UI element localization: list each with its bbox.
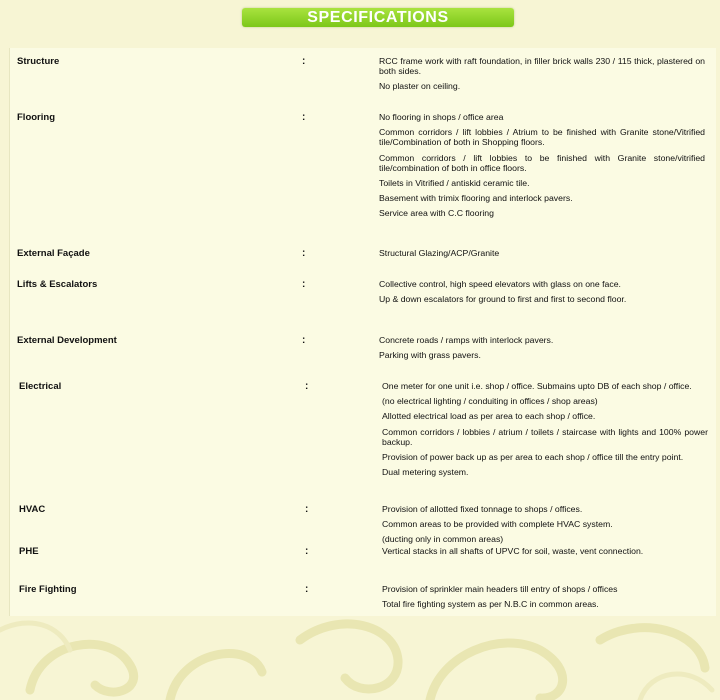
specifications-panel [9,48,716,616]
spec-line: Provision of sprinkler main headers till entry of shops / offices [382,584,618,594]
spec-label: Fire Fighting [19,584,77,595]
spec-separator: : [302,335,306,346]
spec-line: One meter for one unit i.e. shop / office. Submains upto DB of each shop / office. [382,381,692,391]
spec-separator: : [305,381,309,392]
spec-line: Total fire fighting system as per N.B.C in common areas. [382,599,599,610]
spec-line: Collective control, high speed elevators with glass on one face. [379,279,621,289]
spec-line: (ducting only in common areas) [382,534,504,545]
spec-separator: : [302,56,306,67]
spec-line: Parking with grass pavers. [379,350,481,361]
spec-details [379,279,705,309]
spec-label: Structure [17,56,60,67]
spec-separator: : [305,504,309,515]
spec-line: Concrete roads / ramps with interlock pavers. [379,335,554,345]
spec-line: Common areas to be provided with complete HVAC system. [382,519,613,530]
spec-details [379,112,705,224]
page-title: SPECIFICATIONS [242,8,514,27]
spec-details [382,381,708,482]
spec-label: HVAC [19,504,46,515]
spec-separator: : [305,546,309,557]
spec-details [379,335,705,365]
spec-line: Vertical stacks in all shafts of UPVC for soil, waste, vent connection. [382,546,644,556]
spec-line: (no electrical lighting / conduiting in offices / shop areas) [382,396,598,407]
spec-line: Allotted electrical load as per area to each shop / office. [382,411,596,422]
spec-separator: : [302,248,306,259]
spec-separator: : [305,584,309,595]
spec-separator: : [302,112,306,123]
spec-details [382,546,708,561]
spec-details [379,56,705,97]
spec-line: Service area with C.C flooring [379,208,494,219]
spec-line: No plaster on ceiling. [379,81,461,92]
spec-label: External Façade [17,248,90,259]
spec-line: Common corridors / lift lobbies to be finished with Granite stone/vitrified tile/combination of both in office floors. [379,152,705,173]
spec-label: Lifts & Escalators [17,279,98,290]
spec-details [382,584,708,614]
spec-line: No flooring in shops / office area [379,112,504,122]
spec-label: Flooring [17,112,55,123]
spec-line: RCC frame work with raft foundation, in filler brick walls 230 / 115 thick, plastered on both sides. [379,56,705,77]
spec-line: Toilets in Vitrified / antiskid ceramic tile. [379,178,530,189]
spec-line: Structural Glazing/ACP/Granite [379,248,500,258]
spec-line: Common corridors / lift lobbies / Atrium to be finished with Granite stone/Vitrified tile/Combination of both in Shopping floors. [379,127,705,148]
spec-line: Basement with trimix flooring and interlock pavers. [379,193,573,204]
spec-details [382,504,708,550]
spec-line: Provision of allotted fixed tonnage to shops / offices. [382,504,583,514]
spec-details [379,248,705,263]
spec-label: PHE [19,546,39,557]
spec-line: Dual metering system. [382,467,469,478]
spec-line: Up & down escalators for ground to first and first to second floor. [379,294,627,305]
spec-separator: : [302,279,306,290]
spec-line: Provision of power back up as per area to each shop / office till the entry point. [382,452,684,463]
spec-label: External Development [17,335,117,346]
spec-line: Common corridors / lobbies / atrium / toilets / staircase with lights and 100% power backup. [382,426,708,447]
spec-label: Electrical [19,381,62,392]
